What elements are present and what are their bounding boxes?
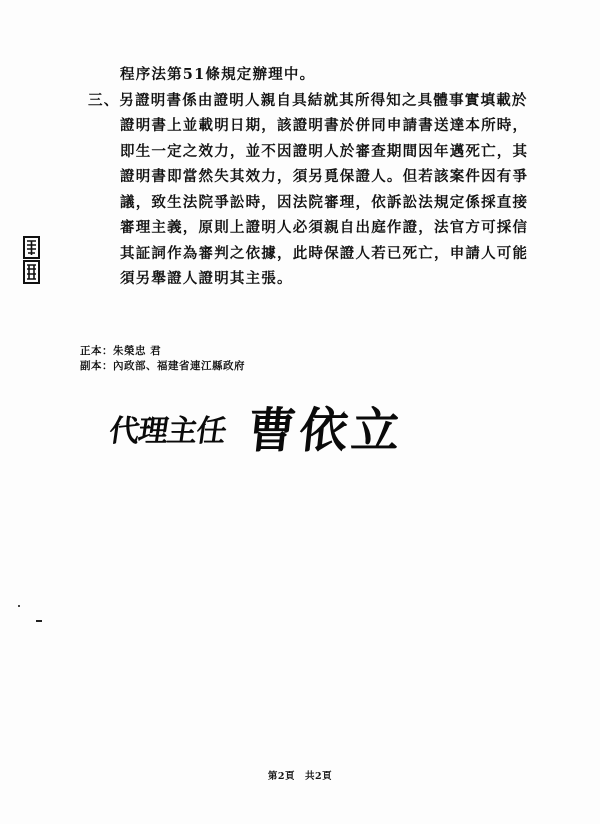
original-recipient: 朱榮忠 君 xyxy=(113,345,162,357)
item-3-line: 議，致生法院爭訟時，因法院審理，依訴訟法規定係採直接 xyxy=(120,193,529,211)
scan-speck xyxy=(18,605,20,607)
original-label: 正本： xyxy=(80,345,113,357)
item-3-line: 其証詞作為審判之依據，此時保證人若已死亡，申請人可能 xyxy=(120,244,529,262)
original-recipient-row xyxy=(80,344,245,359)
item-3-line: 證明書上並載明日期，該證明書於併同申請書送達本所時， xyxy=(120,117,529,134)
item-3-first-line xyxy=(88,88,558,114)
scan-mark xyxy=(36,620,42,622)
copy-recipient-row xyxy=(80,359,245,374)
item-3-line: 證明書即當然失其效力，須另覓保證人。但若該案件因有爭 xyxy=(120,168,529,185)
signature-title: 代理主任 xyxy=(107,414,228,449)
page-total: 共2頁 xyxy=(305,771,333,782)
item-3-marker: 三、 xyxy=(88,91,120,109)
item-3-line: 即生一定之效力，並不因證明人於審查期間因年邁死亡，其 xyxy=(120,142,529,160)
page-number: 第2頁 xyxy=(267,771,295,782)
signature-block xyxy=(107,392,420,462)
seal-stamp-icon xyxy=(22,236,42,286)
item-3-line: 須另舉證人證明其主張。 xyxy=(120,270,293,287)
continuation-line: 程序法第51條規定辦理中。 xyxy=(120,66,316,83)
item-3-line: 審理主義，原則上證明人必須親自出庭作證，法官方可採信 xyxy=(120,219,529,236)
signature-name: 曹依立 xyxy=(244,403,407,459)
copy-label: 副本： xyxy=(80,360,113,372)
page-footer xyxy=(0,768,600,782)
distribution-list xyxy=(80,344,245,374)
item-3-line: 另證明書係由證明人親自具結就其所得知之具體事實填載於 xyxy=(119,91,528,109)
body-text xyxy=(88,62,558,292)
copy-recipients: 內政部、福建省連江縣政府 xyxy=(113,360,245,372)
